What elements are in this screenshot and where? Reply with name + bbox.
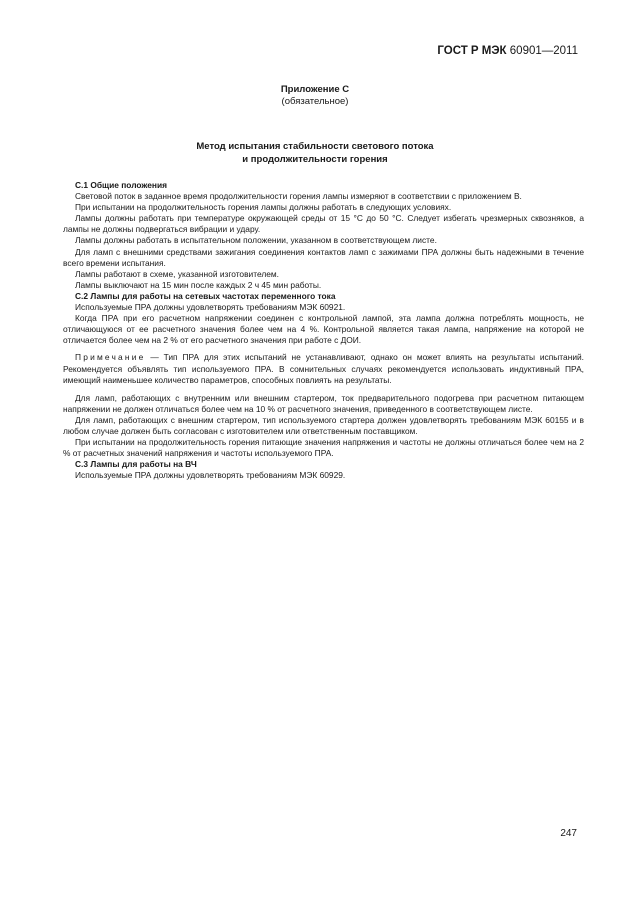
paragraph: Для ламп, работающих с внутренним или внешним стартером, ток предварительного подогрева при расчетном питающем напряжении не должен отличаться более чем на 10 % от расчетного значения, приведенного в соответствующем листе. (63, 392, 584, 414)
standard-code: ГОСТ Р МЭК (437, 45, 507, 57)
note (63, 352, 584, 385)
paragraph: Используемые ПРА должны удовлетворять требованиям МЭК 60929. (75, 470, 346, 481)
paragraph: Лампы должны работать при температуре окружающей среды от 15 °С до 50 °С. Следует избегать чрезмерных сквозняков, а лампы не должны подвергаться вибрации и удару. (63, 213, 584, 235)
title-line-2: и продолжительности горения (242, 154, 388, 165)
annex-status: (обязательное) (281, 96, 349, 107)
paragraph: При испытании на продолжительность горения лампы должны работать в следующих условиях. (75, 202, 452, 213)
page-number: 247 (560, 828, 577, 839)
paragraph: Лампы должны работать в испытательном положении, указанном в соответствующем листе. (75, 235, 437, 246)
paragraph: Когда ПРА при его расчетном напряжении соединен с контрольной лампой, эта лампа должна потреблять мощность, не отличающуюся от ее расчетного значения более чем на 4 %. Контрольной является такая лампа, напряжение на которой не отличается более чем на 2 % от его расчетного значения при работе с ДОИ. (63, 313, 584, 346)
page-title (0, 140, 630, 166)
section-heading-c2: С.2 Лампы для работы на сетевых частотах переменного тока (75, 290, 336, 301)
paragraph: Световой поток в заданное время продолжительности горения лампы измеряют в соответствии с приложением В. (75, 191, 522, 202)
annex-heading (0, 84, 630, 108)
note-text: — Тип ПРА для этих испытаний не устанавливают, однако он может влиять на результаты испытаний. Рекомендуется объявлять тип используемого ПРА. В сомнительных случаях рекомендуется использовать индуктивный ПРА, имеющий наименьшее количество параметров, способных повлиять на результаты. (63, 352, 584, 385)
paragraph: Используемые ПРА должны удовлетворять требованиям МЭК 60921. (75, 302, 346, 313)
section-heading-c3: С.3 Лампы для работы на ВЧ (75, 459, 197, 470)
document-header (437, 45, 578, 57)
section-heading-c1: С.1 Общие положения (75, 180, 168, 190)
document-body (63, 180, 584, 481)
annex-title: Приложение С (280, 84, 350, 95)
paragraph: Лампы работают в схеме, указанной изготовителем. (75, 268, 279, 279)
standard-number: 60901—2011 (509, 45, 578, 57)
paragraph: Для ламп с внешними средствами зажигания соединения контактов ламп с зажимами ПРА должны быть надежными в течение всего времени испытания. (63, 246, 584, 268)
note-label: Примечание (75, 352, 146, 363)
paragraph: Для ламп, работающих с внешним стартером, тип используемого стартера должен удовлетворять требованиям МЭК 60155 и в любом случае должен быть согласован с изготовителем или ответственным поставщиком. (63, 414, 584, 436)
title-line-1: Метод испытания стабильности светового потока (196, 141, 434, 152)
paragraph: При испытании на продолжительность горения питающие значения напряжения и частоты не должны отличаться более чем на 2 % от расчетных значений напряжения и частоты используемого ПРА. (63, 437, 584, 459)
paragraph: Лампы выключают на 15 мин после каждых 2 ч 45 мин работы. (75, 279, 322, 290)
